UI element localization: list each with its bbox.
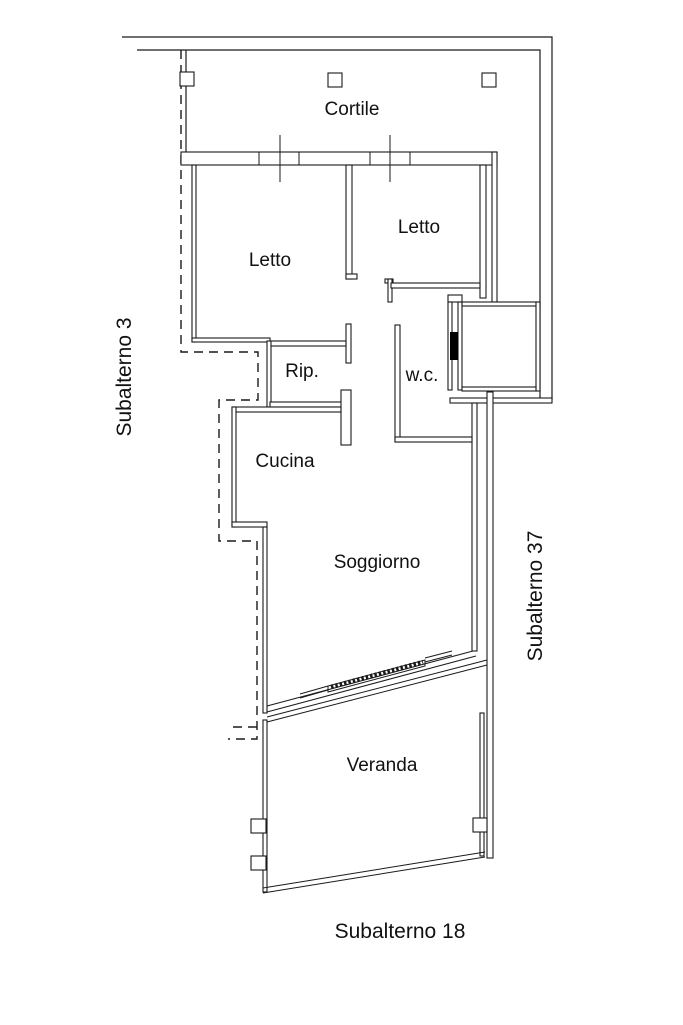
annotation-subalterno-37: Subalterno 37 — [524, 530, 547, 662]
rip-wall-end-cap-top — [346, 324, 351, 363]
shaft-top-wall — [462, 302, 540, 306]
letto1-bottom-wall — [192, 338, 270, 342]
top-exterior-wall — [181, 152, 497, 165]
pillar — [482, 73, 496, 87]
wc-left-wall — [395, 325, 400, 442]
veranda-top-diagonal-wall — [267, 660, 487, 722]
letto2-right-outer-wall — [492, 152, 497, 302]
veranda-right-wall — [480, 713, 484, 856]
hall-wall-segment — [341, 390, 351, 445]
pillar — [251, 856, 266, 870]
boundary-end-cap — [450, 398, 552, 403]
room-label-rip: Rip. — [285, 361, 319, 382]
pillar — [180, 72, 194, 86]
shaft-right-wall — [536, 302, 540, 391]
rip-bottom-wall — [270, 402, 345, 407]
cucina-left-wall — [232, 407, 236, 527]
wc-bottom-wall — [395, 437, 472, 442]
cucina-step-wall — [232, 522, 267, 527]
soggiorno-diagonal-wall — [267, 651, 476, 712]
annotation-subalterno-18: Subalterno 18 — [334, 920, 466, 943]
bedroom-divider-foot — [346, 274, 357, 279]
pillar — [251, 819, 266, 833]
room-label-veranda: Veranda — [346, 755, 418, 776]
veranda-bottom-diagonal-wall — [263, 852, 485, 893]
room-label-cucina: Cucina — [255, 451, 315, 472]
shaft-left-wall-inner — [458, 302, 462, 390]
room-label-cortile: Cortile — [324, 99, 380, 120]
annotation-subalterno-3: Subalterno 3 — [113, 317, 136, 437]
window-symbol-hatch — [331, 662, 423, 687]
window-marker — [450, 332, 458, 360]
letto1-left-wall — [192, 165, 196, 342]
shaft-bottom-wall — [462, 387, 536, 391]
room-label-letto-1: Letto — [248, 250, 292, 271]
walls — [181, 135, 540, 892]
rip-left-wall — [267, 341, 271, 407]
rip-top-wall — [270, 341, 346, 346]
cucina-top-wall — [232, 407, 341, 412]
shaft-connector-wall — [448, 295, 462, 302]
pillar — [473, 818, 487, 832]
room-label-wc: w.c. — [405, 365, 439, 386]
room-label-letto-2: Letto — [397, 217, 441, 238]
letto2-bottom-wall — [391, 283, 480, 288]
right-long-wall — [487, 392, 493, 858]
letto2-right-wall — [480, 165, 486, 298]
soggiorno-left-wall — [263, 527, 267, 713]
soggiorno-right-wall — [472, 403, 477, 651]
bedroom-divider-wall — [346, 165, 352, 279]
room-label-soggiorno: Soggiorno — [333, 552, 421, 573]
pillar — [328, 73, 342, 87]
